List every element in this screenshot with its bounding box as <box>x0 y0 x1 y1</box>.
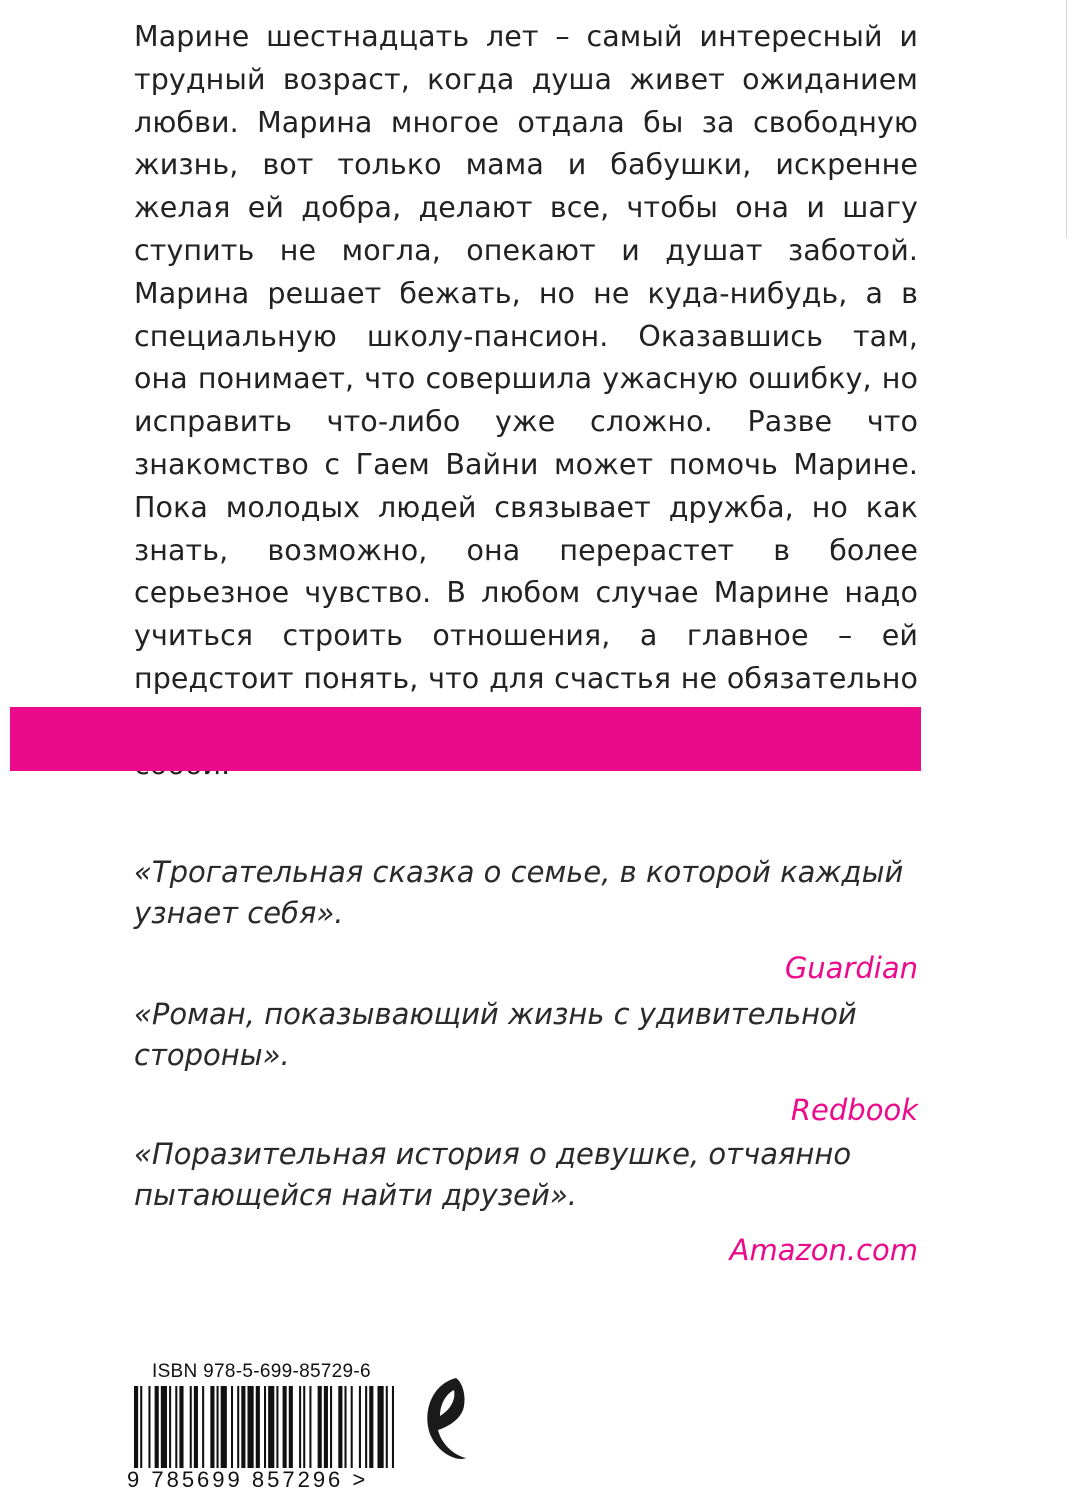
barcode-bar <box>175 1386 177 1468</box>
barcode-bar <box>289 1386 293 1468</box>
barcode-bar <box>386 1386 388 1468</box>
barcode-bar <box>241 1386 245 1468</box>
barcode-bar <box>148 1386 150 1468</box>
barcode-bar <box>231 1386 233 1468</box>
barcode-bar <box>169 1386 171 1468</box>
barcode-bar <box>351 1386 353 1468</box>
review-quote-source: Amazon.com <box>729 1233 918 1267</box>
barcode <box>134 1386 394 1468</box>
review-quote-1 <box>134 852 918 989</box>
accent-bar <box>10 707 921 771</box>
barcode-bar <box>283 1386 287 1468</box>
barcode-bar <box>303 1386 305 1468</box>
barcode-bar <box>256 1386 260 1468</box>
barcode-bar <box>299 1386 301 1468</box>
barcode-digits: 9 785699 857296 > <box>127 1467 369 1492</box>
barcode-bar <box>161 1386 167 1468</box>
isbn-label: ISBN 978-5-699-85729-6 <box>152 1361 371 1382</box>
publisher-e-logo-icon <box>416 1372 472 1468</box>
review-quote-source: Guardian <box>784 951 918 985</box>
review-quote-text: «Роман, показывающий жизнь с удивительной стороны». <box>134 997 857 1072</box>
page-edge-divider <box>1066 0 1067 238</box>
book-description: Марине шестнадцать лет – самый интересный и трудный возраст, когда душа живет ожиданием любви. Марина многое отдала бы за свободную жизнь, вот только мама и бабушки, искренне желая ей добра, делают все, чтобы она и шагу ступить не могла, опекают и душат заботой. Марина решает бежать, но не куда-нибудь, а в специальную школу-пансион. Оказавшись там, она понимает, что совершила ужасную ошибку, но исправить что-либо уже сложно. Разве что знакомство с Гаем Вайни может помочь Марине. Пока молодых людей связывает дружба, но как знать, возможно, она перерастет в более серьезное чувство. В любом случае Марине надо учиться строить отношения, а главное – ей предстоит понять, что для счастья не обязательно <box>134 20 918 695</box>
barcode-bar <box>365 1386 367 1468</box>
barcode-bar <box>324 1386 328 1468</box>
barcode-bar <box>377 1386 383 1468</box>
barcode-bar <box>359 1386 361 1468</box>
review-quote-text: «Трогательная сказка о семье, в которой каждый узнает себя». <box>134 855 904 930</box>
barcode-bar <box>318 1386 322 1468</box>
barcode-bar <box>221 1386 227 1468</box>
barcode-bar <box>134 1386 138 1468</box>
review-quote-source: Redbook <box>790 1093 918 1127</box>
barcode-bar <box>268 1386 274 1468</box>
barcode-bar <box>194 1386 198 1468</box>
barcode-bar <box>210 1386 214 1468</box>
barcode-bar <box>202 1386 204 1468</box>
review-quote-text: «Поразительная история о девушке, отчаянно пытающейся найти друзей». <box>134 1137 852 1212</box>
barcode-bar <box>369 1386 373 1468</box>
barcode-bar <box>276 1386 278 1468</box>
barcode-bar <box>264 1386 266 1468</box>
barcode-bar <box>247 1386 253 1468</box>
barcode-bar <box>217 1386 219 1468</box>
review-quote-2 <box>134 994 918 1131</box>
barcode-bar <box>330 1386 332 1468</box>
barcode-bar <box>155 1386 159 1468</box>
barcode-bar <box>179 1386 183 1468</box>
barcode-bar <box>309 1386 311 1468</box>
barcode-bar <box>140 1386 142 1468</box>
barcode-bar <box>190 1386 192 1468</box>
barcode-bar <box>338 1386 342 1468</box>
barcode-bar <box>344 1386 346 1468</box>
barcode-bar <box>237 1386 239 1468</box>
barcode-bar <box>392 1386 394 1468</box>
review-quote-3 <box>134 1134 918 1271</box>
